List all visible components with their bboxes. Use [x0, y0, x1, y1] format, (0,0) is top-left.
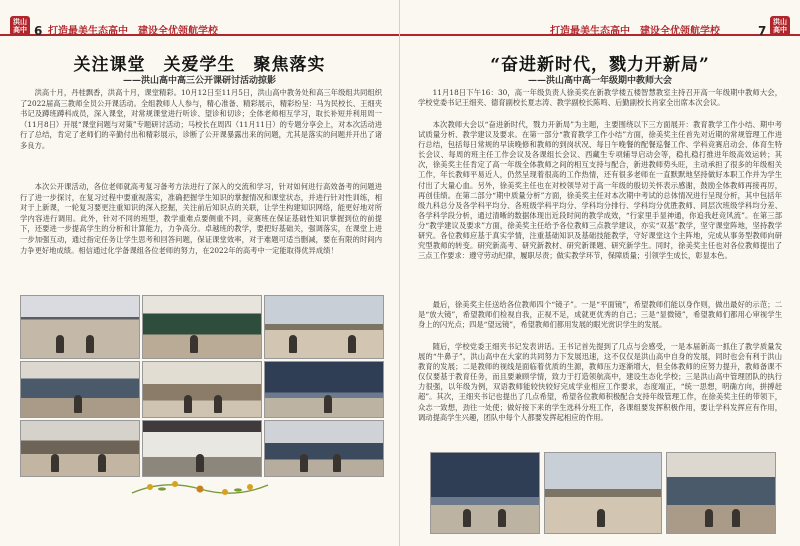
article-paragraph-1: 11月18日下午16：30，高一年级负责人徐美奖在新教学楼五楼智慧教室主持召开高一年级期中教师大会，学校党委书记王细夹、德育副校长夏志涛、教学副校长陈鸣、后勤副校长肖家全出席本次会议。: [418, 88, 782, 108]
article-title: 关注课堂 关爱学生 聚焦落实: [73, 55, 326, 75]
classroom-photo: [264, 361, 384, 418]
meeting-photo: [544, 452, 662, 534]
article-subtitle: ——洪山高中高三公开课研讨活动掠影: [122, 76, 276, 86]
article-paragraph-1: 洪高十月，丹桂飘香，洪高十月，课堂精彩。10月12日至11月5日，洪山高中教务处和高三年级组共同组织了2022届高三教师全员公开课活动。全组教师人人参与，精心准备、精彩展示，精彩纷呈：马为民校长、王细夹书记及蹲班蹲科成员，深入课堂，对常规课堂进行听诊、望诊和切诊；全体老师相互学习，取长补短并利用周一（11月8日）开展“课堂问题与对策”专题研讨活动；马校长在周四（11月11日）的专题分享会上，对本次活动进行了总结，肯定了老师们的辛勤付出和精彩展示，诊断了公开课暴露出来的问题，尤其是落实的问题并开出了诸多良方。: [20, 88, 382, 150]
classroom-photo: [142, 295, 262, 359]
page-header: [400, 20, 800, 36]
classroom-photo: [142, 361, 262, 418]
right-page: [400, 0, 800, 546]
classroom-photo: [142, 420, 262, 477]
logo-text: 洪山高中: [13, 18, 27, 34]
school-logo-icon: [770, 16, 790, 36]
article-paragraph-4: 随后，学校党委王细夹书记发表讲话。王书记首先提到了几点与会感受，一是本届新高一抓住了教学质量发展的“牛鼻子”，洪山高中在大家的共同努力下发展迅速，这不仅仅是洪山高中自身的发展，同时也会有利于洪山教育的发展；二是教师的视线是面临着优质的生源，教师压力逐渐增大，但全体教师的应努力提升，教师备课不仅仅要基于教育任务，而且要兼顾学情，致力于打造领航高中，建设生态化学校；三是洪山高中管理团队的执行力很强，以年级为例，双语教师能较快较好完成学业相应工作要求，态度端正，“统一思想，明确方向，拼搏赶超”。其次，王细夹书记也提出了几点希望，希望各位教师积极配合支持年级管理工作，在徐美奖主任的带领下，众志一致想，劲往一处使；做好接下来的学生选科分班工作，各课组要发挥积极作用，要让学科发挥应有作用，调动提高学生兴趣，团队中每个人都要发挥起相应的作用。: [418, 342, 782, 422]
page-number: 7: [758, 24, 767, 38]
header-banner: 打造最美生态高中 建设全优领航学校: [48, 26, 218, 37]
article-paragraph-2: 本次教师大会以“奋进新时代，戮力开新局”为主题，主要围绕以下三方面展开：教育教学工作小结、期中考试质量分析、教学建议及要求。在第一部分“教育教学工作小结”方面，徐美奖主任首先对近期的常规管理工作进行总结，包括每日常规的早读晚修和教师的到岗状况、每日午晚餐的配餐巡餐工作、学科竞赛启动会、体育生特长会议、每周的班主任工作会议及各课组长会议、西藏生专项辅导启动会等，稳扎稳打推进年级高效运转；其次，徐美奖主任肯定了高一年级全体教师之间的相互支持与配合，新进教师势头旺，主动承担了很多的年级相关工作，年长教师平易近人，仍然呈现着很高的工作热情，还有很多老师在一直默默地坚持做好本职工作并为学生付出了大量心血。另外，徐美奖主任也在对校领导对于高一年级的殷切关怀表示感谢，鼓励全体教师再接再厉，再创佳绩。在第二部分“期中质量分析”方面，徐美奖主任对本次期中考试的总体情况进行呈现分析，其中包括年级九科总分及各学科平均分、各班级学科平均分、学科均分排行、学科均分优胜教师、同层次班级学科均分差、各学科学段分析，通过清晰的数据体现出近段时间的教学成效，“行家里手显神通，你追我赶竞风流”。在第三部分“教学建议及要求”方面，徐美奖主任给予各位教师三点教学建议，亦实“双基”教学，坚守课堂阵地，坚持教学研究。各位教师应基于真实学情，注重基础知识及基础技能教学，守好课堂这个主阵地，完成从事务型教师向研究型教师的转变。研究新高考、研究新教材、研究新课题、研究新学生。同时，徐美奖主任也对各位教师提出了三点工作要求：遵守劳动纪律，履职尽责；做实教学环节，保障质量；引领学生成长，彰显本色。: [418, 120, 782, 261]
classroom-photo: [264, 420, 384, 477]
school-logo-icon: [10, 16, 30, 36]
page-number: 6: [34, 24, 43, 38]
classroom-photo: [20, 295, 140, 359]
logo-text: 洪山高中: [773, 18, 787, 34]
meeting-photo: [666, 452, 776, 534]
classroom-photo: [264, 295, 384, 359]
classroom-photo: [20, 420, 140, 477]
header-banner: 打造最美生态高中 建设全优领航学校: [550, 26, 720, 37]
classroom-photo: [20, 361, 140, 418]
page-header: [0, 20, 399, 36]
floral-ornament-icon: [130, 477, 270, 499]
article-subtitle: ——洪山高中高一年级期中教师大会: [527, 76, 672, 86]
meeting-photo: [430, 452, 540, 534]
article-paragraph-2: 本次公开课活动，各位老师就高考复习备考方法进行了深入的交流和学习，针对如何进行高效备考的问题进行了进一步探讨，在复习过程中要重视落实，准确把握学生知识的掌握情况和课堂状态，并进行针对性训练，相对于上新课，一轮复习要更注重知识的深入挖掘，关注前后知识点的关联，让学生构建知识网络，能更好地对所学内容进行调用。此外，针对不同的班型，教学重难点要侧重不同，竞赛班在保证基础性知识掌握到位的前提下，还要进一步提高学生的分析和计算能力，力争高分。卓越班的教学，要把好基础关，强调落实，在课堂上进一步加强互动，通过指定任务让学生思考和回答问题，保证课堂效率，对于难题可适当删减，要在有限的时间内力争更好地成绩。相信通过化学备课组各位老师的努力，在2022年的高考中一定能取得优异成绩！: [20, 182, 382, 255]
article-paragraph-3: 最后，徐美奖主任送给各位教师四个“镜子”。一是“平面镜”，希望教师们能以身作则，做出最好的示范；二是“放大镜”，希望教师们检视自我，正视不足，成就更优秀的自己；三是“显微镜”，希望教师们都用心审视学生身上的闪光点；四是“望远镜”，希望教师们都用发展的眼光赏识学生的发展。: [418, 300, 782, 330]
article-title: “奋进新时代，戮力开新局”: [490, 55, 710, 75]
